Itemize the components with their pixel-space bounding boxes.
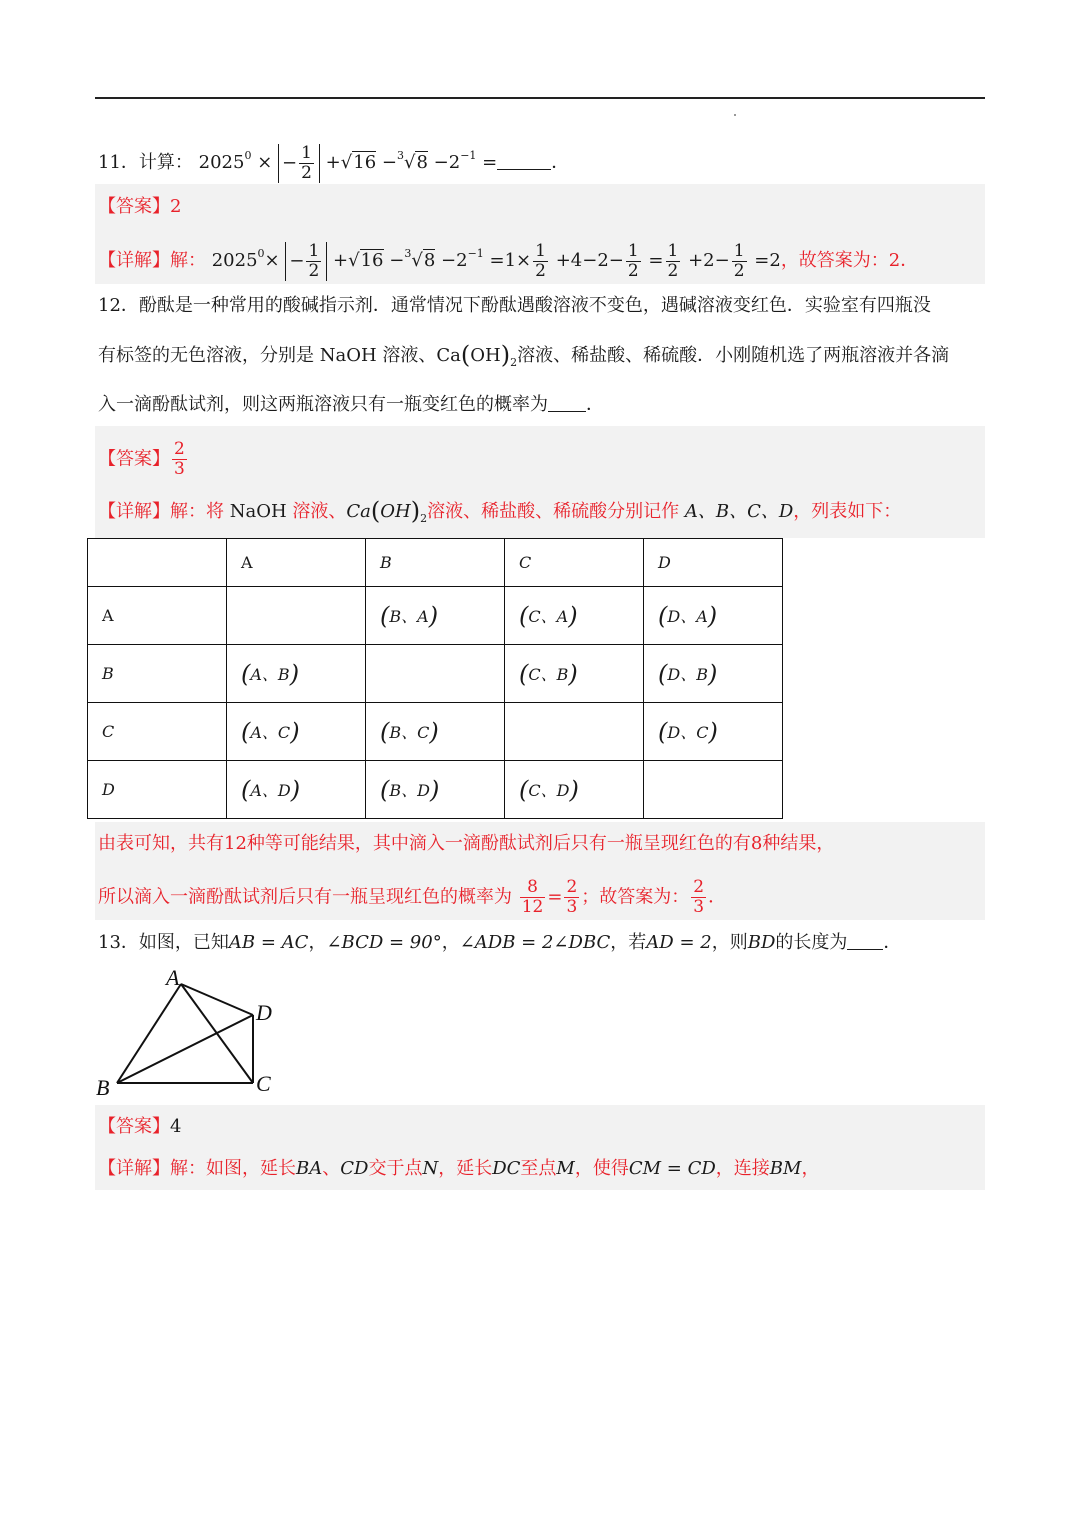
question-12-line-3: 入一滴酚酞试剂，则这两瓶溶液只有一瓶变红色的概率为 ． (98, 394, 604, 415)
conclusion-12-line-2: 所以滴入一滴酚酞试剂后只有一瓶呈现红色的概率为 $\frac{8}{12}$ = $\frac{2}{3}$ ；故答案为： $\frac{2}{3}$ ． (98, 877, 727, 917)
point-label-b: B (96, 1075, 110, 1100)
table-cell: D (644, 539, 783, 587)
question-12-line-1: 12．酚酞是一种常用的酸碱指示剂．通常情况下酚酞遇酸溶液不变色，遇碱溶液变红色．实验室有四瓶没 (98, 295, 931, 316)
table-cell (505, 703, 644, 761)
table-cell: A (88, 587, 227, 645)
answer-13: 【答案】4 (98, 1116, 182, 1137)
table-cell: (C、A) (505, 587, 644, 645)
table-cell: C (88, 703, 227, 761)
table-row (88, 703, 783, 761)
answer-blank[interactable] (548, 393, 586, 412)
header-rule (95, 97, 985, 99)
answer-11: 【答案】2 (98, 196, 182, 217)
table-cell: (B、D) (366, 761, 505, 819)
point-label-d: D (256, 1000, 272, 1025)
table-cell (644, 761, 783, 819)
table-cell: (B、A) (366, 587, 505, 645)
table-row (88, 587, 783, 645)
table-cell: (A、B) (227, 645, 366, 703)
table-cell: (A、D) (227, 761, 366, 819)
table-row (88, 761, 783, 819)
table-cell (227, 587, 366, 645)
table-cell: B (88, 645, 227, 703)
table-header-row (88, 539, 783, 587)
table-cell: (C、D) (505, 761, 644, 819)
table-cell (366, 645, 505, 703)
detail-11: 【详解】解： $2025^0\times$ − $\frac{1}{2}$ $+√16 -^3√8 -2^{-1} =1\times$ $\frac{1}{2}$ +4−2− $\frac{1}{2}$ = $\frac{1}{2}$ +2− $\frac{1}{2}$ =2，故答案为：2． (98, 240, 919, 281)
table-cell: D (88, 761, 227, 819)
point-label-c: C (256, 1071, 271, 1096)
table-row (88, 645, 783, 703)
answer-blank[interactable] (847, 931, 883, 950)
detail-13: 【详解】解：如图，延长BA、CD交于点N，延长DC至点M，使得CM = CD，连接BM， (98, 1158, 820, 1179)
answer-12: 【答案】 $\frac{2}{3}$ (98, 439, 185, 479)
table-cell: (B、C) (366, 703, 505, 761)
segment-ab (117, 984, 181, 1083)
answer-blank[interactable] (497, 151, 551, 170)
dot-mark (734, 114, 736, 116)
detail-12: 【详解】解：将 NaOH 溶液、$Ca(OH)_2$溶液、稀盐酸、稀硫酸分别记作 A、B、C、D，列表如下： (98, 497, 902, 525)
question-13: 13．如图，已知AB = AC，∠BCD = 90°，∠ADB = 2∠DBC，若AD = 2，则BD的长度为 ． (98, 932, 902, 953)
table-cell: (C、B) (505, 645, 644, 703)
point-label-a: A (166, 965, 180, 990)
table-cell: (A、C) (227, 703, 366, 761)
table-cell: B (366, 539, 505, 587)
table-cell (88, 539, 227, 587)
segment-bd (117, 1015, 253, 1083)
geometry-figure (90, 965, 290, 1101)
conclusion-12-line-1: 由表可知，共有12种等可能结果，其中滴入一滴酚酞试剂后只有一瓶呈现红色的有8种结果， (98, 833, 835, 854)
table-cell: C (505, 539, 644, 587)
table-cell: (D、C) (644, 703, 783, 761)
table-cell: (D、A) (644, 587, 783, 645)
table-cell: (D、B) (644, 645, 783, 703)
question-11: 11．计算： 2025$^0$ × − $\frac{1}{2}$ $+√16 -^3√8 -2^{-1}$ = ． (98, 142, 570, 183)
outcome-table (87, 538, 783, 819)
table-cell: A (227, 539, 366, 587)
question-12-line-2: 有标签的无色溶液，分别是 NaOH 溶液、$Ca(OH)_2$溶液、稀盐酸、稀硫酸．小刚随机选了两瓶溶液并各滴 (98, 341, 950, 369)
